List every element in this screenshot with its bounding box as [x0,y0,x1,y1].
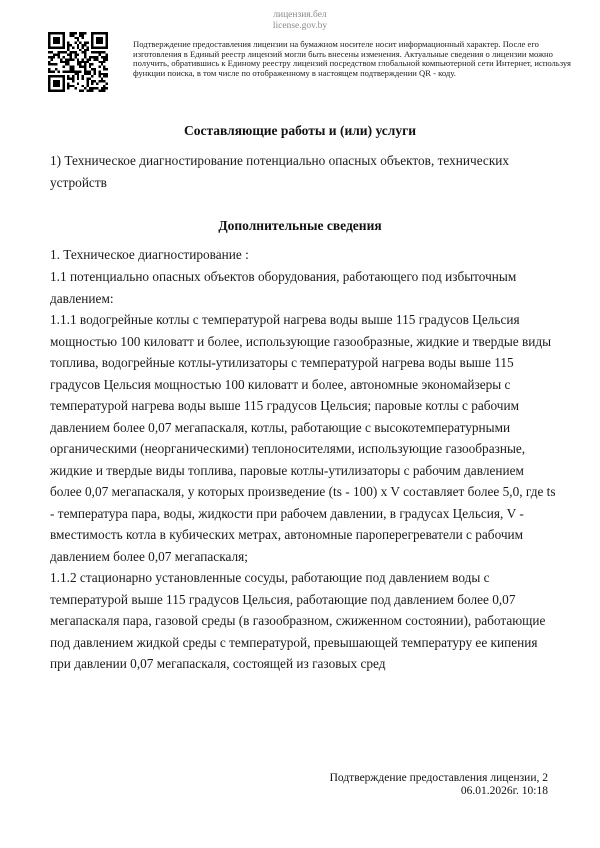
page-footer [330,772,548,798]
additional-paragraph-1-1-1: 1.1.1 водогрейные котлы с температурой нагрева воды выше 115 градусов Цельсия мощностью 100 киловатт и более, использующие газообразные, жидкие и твердые виды топлива, водогрейные котлы-утилизаторы с температурой нагрева воды выше 115 градусов Цельсия мощностью 100 киловатт и более, автономные экономайзеры с температурой нагрева воды выше 115 градусов Цельсия; паровые котлы с рабочим давлением более 0,07 мегапаскаля, котлы, работающие с высокотемпературными органическими (неорганическими) теплоносителями, использующие газообразные, жидкие и твердые виды топлива, паровые котлы-утилизаторы с рабочим давлением более 0,07 мегапаскаля, у которых произведение (ts - 100) x V составляет более 5,0, где ts - температура пара, воды, жидкости при рабочем давлении, в градусах Цельсия, V - вместимость котла в кубических метрах, автономные пароперегреватели с рабочим давлением более 0,07 мегапаскаля; [50,312,556,564]
additional-paragraph-1-1-2: 1.1.2 стационарно установленные сосуды, работающие под давлением воды с температурой выше 115 градусов Цельсия, работающие под давлением более 0,07 мегапаскаля пара, газовой среды (в газообразном, сжиженном состоянии), работающие под давлением жидкой среды с температурой, превышающей температуру ее кипения при давлении 0,07 мегапаскаля, состоящей из газовых сред [50,570,546,671]
works-item-1: 1) Техническое диагностирование потенциально опасных объектов, технических устройств [50,153,510,190]
license-notice: Подтверждение предоставления лицензии на бумажном носителе носит информационный характер. После его изготовления в Единый реестр лицензий могли быть внесены изменения. Актуальные сведения о лицензии можно получить, обратившись к Единому реестру лицензий посредством глобальной компьютерной сети Интернет, используя функции поиска, в том числе по отображенному в настоящем подтверждении QR - коду. [133,39,571,78]
additional-paragraph-1: 1. Техническое диагностирование : [50,247,249,262]
additional-section-title: Дополнительные сведения [218,218,382,233]
works-section-title: Составляющие работы и (или) услуги [183,123,417,138]
qr-code-icon [48,32,108,92]
site-name-latin[interactable]: license.gov.by [272,21,328,31]
footer-datetime: 06.01.2026г. 10:18 [460,785,548,797]
site-name-cyrillic[interactable]: лицензия.бел [273,10,327,20]
footer-confirmation: Подтверждение предоставления лицензии, 2 [329,772,548,784]
site-header [0,10,600,32]
additional-paragraph-1-1: 1.1 потенциально опасных объектов оборудования, работающего под избыточным давлением: [50,269,517,306]
